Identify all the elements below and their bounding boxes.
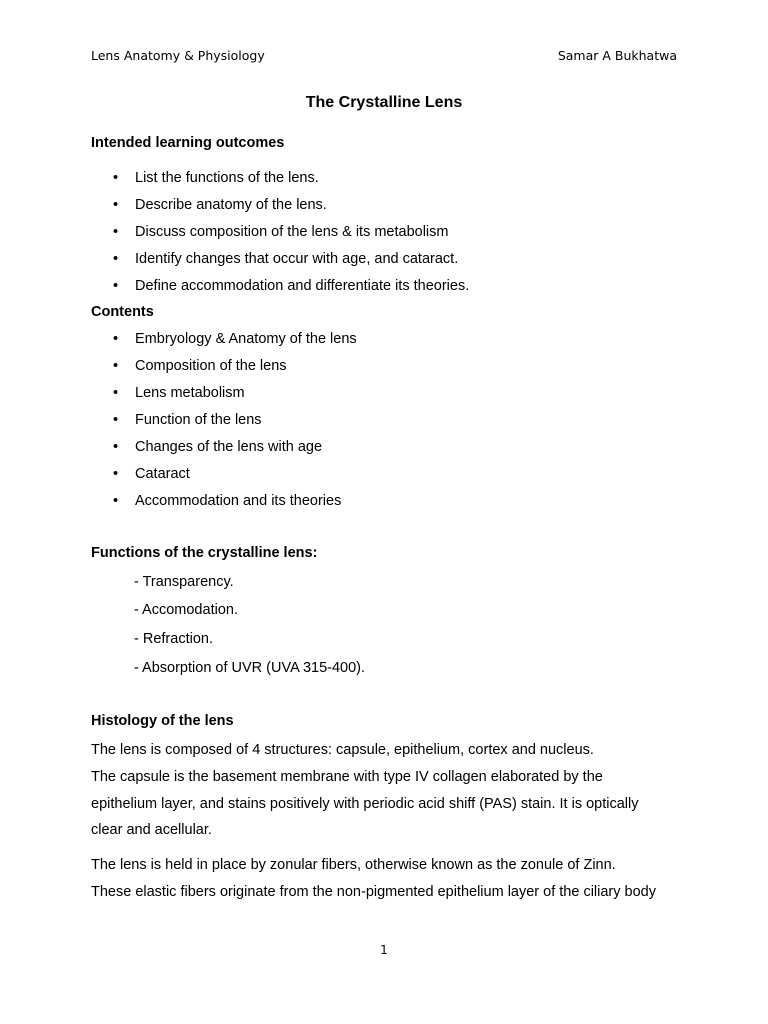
contents-item: • Embryology & Anatomy of the lens [113, 331, 357, 347]
outcome-item-text: Identify changes that occur with age, and cataract. [135, 251, 459, 267]
outcome-item: • List the functions of the lens. [113, 170, 319, 186]
outcome-item: • Describe anatomy of the lens. [113, 197, 327, 213]
outcome-item: • Identify changes that occur with age, and cataract. [113, 251, 459, 267]
histology-line: These elastic fibers originate from the non-pigmented epithelium layer of the ciliary body [91, 884, 656, 900]
histology-heading: Histology of the lens [91, 713, 234, 729]
contents-item-text: Embryology & Anatomy of the lens [135, 331, 357, 347]
outcome-item-text: List the functions of the lens. [135, 170, 319, 186]
contents-item-text: Lens metabolism [135, 385, 245, 401]
contents-item-text: Composition of the lens [135, 358, 287, 374]
contents-item: • Changes of the lens with age [113, 439, 323, 455]
outcome-item-text: Discuss composition of the lens & its metabolism [135, 224, 449, 240]
running-header-right: Samar A Bukhatwa [557, 48, 677, 63]
function-item: - Accomodation. [134, 602, 238, 618]
contents-item-text: Function of the lens [135, 412, 262, 428]
contents-item-text: Accommodation and its theories [135, 493, 342, 509]
contents-item: • Function of the lens [113, 412, 262, 428]
document-title: The Crystalline Lens [305, 94, 463, 111]
contents-item-text: Cataract [135, 466, 190, 482]
histology-line: The lens is composed of 4 structures: capsule, epithelium, cortex and nucleus. [91, 742, 594, 758]
histology-line: The capsule is the basement membrane with type IV collagen elaborated by the [91, 769, 603, 785]
page-number: 1 [380, 943, 388, 957]
function-item: - Refraction. [134, 631, 213, 647]
functions-heading: Functions of the crystalline lens: [91, 545, 318, 561]
outcome-item: • Discuss composition of the lens & its metabolism [113, 224, 449, 240]
outcomes-heading: Intended learning outcomes [91, 135, 285, 151]
contents-heading: Contents [91, 304, 154, 320]
histology-line: The lens is held in place by zonular fibers, otherwise known as the zonule of Zinn. [91, 857, 616, 873]
function-item: - Absorption of UVR (UVA 315-400). [134, 660, 366, 676]
contents-item: • Lens metabolism [113, 385, 245, 401]
contents-item: • Cataract [113, 466, 190, 482]
contents-item: • Accommodation and its theories [113, 493, 342, 509]
outcome-item-text: Define accommodation and differentiate its theories. [135, 278, 470, 294]
outcome-item-text: Describe anatomy of the lens. [135, 197, 327, 213]
histology-line: epithelium layer, and stains positively with periodic acid shiff (PAS) stain. It is optically [91, 796, 639, 812]
running-header-left: Lens Anatomy & Physiology [91, 48, 265, 63]
contents-item-text: Changes of the lens with age [135, 439, 323, 455]
outcome-item: • Define accommodation and differentiate its theories. [113, 278, 470, 294]
function-item: - Transparency. [134, 574, 234, 590]
contents-item: • Composition of the lens [113, 358, 287, 374]
histology-line: clear and acellular. [91, 822, 212, 838]
